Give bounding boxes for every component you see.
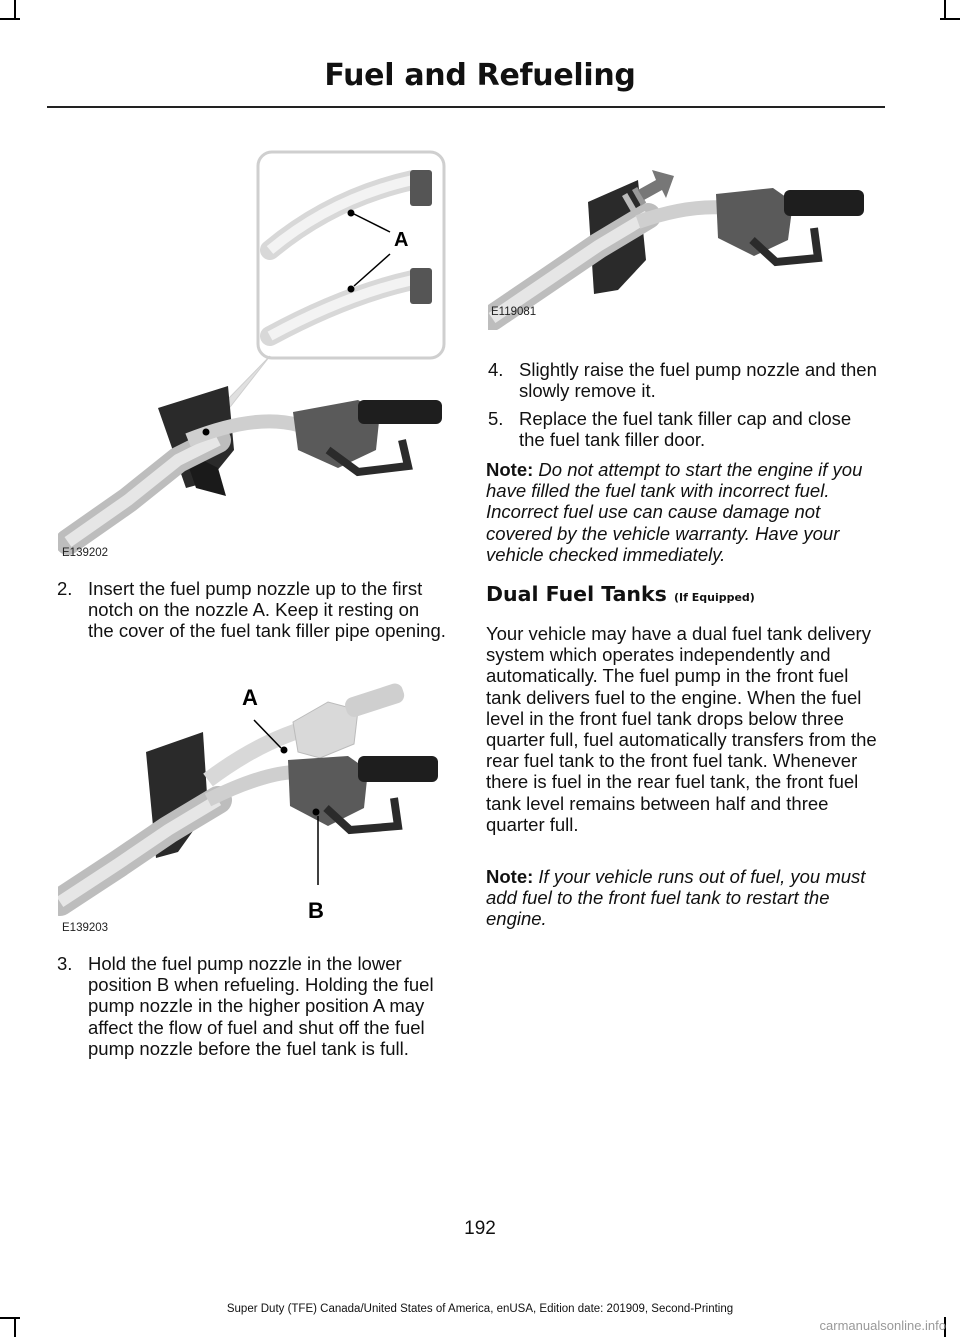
nozzle-positions-illustration [58,680,448,930]
section-heading [486,582,755,606]
step-number: 2. [57,578,73,599]
callout-a: A [394,229,409,251]
note-label: Note: [486,866,534,887]
crop-mark [14,0,16,20]
dual-tank-description: Your vehicle may have a dual fuel tank delivery system which operates independently and automatically. The fuel pump in the front fuel tank delivers fuel to the engine. When the fuel level in the front fuel tank drops below three quarter full, fuel automatically transfers from the rear fuel tank to the front fuel tank. Whenever there is fuel in the rear fuel tank, the front fuel tank level remains between half and three quarter full. [486,623,877,835]
note-text: Do not attempt to start the engine if you have filled the fuel tank with incorrect fuel. Incorrect fuel use can cause damage not covered by the vehicle warranty. Have your vehicle checked immediately. [486,459,863,565]
nozzle-removal-illustration [488,150,880,330]
note-text: If your vehicle runs out of fuel, you must add fuel to the front fuel tank to restart the engine. [486,866,866,930]
page-title: Fuel and Refueling [324,58,636,93]
step-text: Replace the fuel tank filler cap and close the fuel tank filler door. [519,408,852,451]
note-label: Note: [486,459,534,480]
section-qualifier: (If Equipped) [674,591,755,604]
crop-mark [0,18,20,20]
crop-mark [0,1317,20,1319]
step-number: 3. [57,953,73,974]
note-incorrect-fuel [486,459,882,565]
watermark: carmanualsonline.info [819,1318,946,1333]
section-title: Dual Fuel Tanks [486,582,667,606]
crop-mark [14,1317,16,1337]
step-number: 5. [488,408,504,429]
step-number: 4. [488,359,504,380]
header-divider [47,106,885,108]
figure-code: E119081 [491,306,537,318]
nozzle-notch-illustration [58,150,448,560]
crop-mark [944,0,946,20]
callout-b: B [308,898,324,923]
edition-footer: Super Duty (TFE) Canada/United States of America, enUSA, Edition date: 201909, Second-Printing [226,1303,734,1315]
figure-nozzle-notch [58,150,448,560]
step-text: Insert the fuel pump nozzle up to the first notch on the nozzle A. Keep it resting on the cover of the fuel tank filler pipe opening. [88,578,446,642]
step-text: Hold the fuel pump nozzle in the lower position B when refueling. Holding the fuel pump nozzle in the higher position A may affect the flow of fuel and shut off the fuel pump nozzle before the fuel tank is full. [88,953,434,1059]
page-number: 192 [464,1218,496,1239]
figure-code: E139202 [62,547,109,559]
figure-nozzle-positions [58,680,448,930]
note-out-of-fuel [486,866,882,930]
crop-mark [940,18,960,20]
callout-a: A [242,685,258,710]
figure-code: E139203 [62,922,109,934]
figure-nozzle-removal [488,150,880,330]
step-text: Slightly raise the fuel pump nozzle and then slowly remove it. [519,359,877,402]
